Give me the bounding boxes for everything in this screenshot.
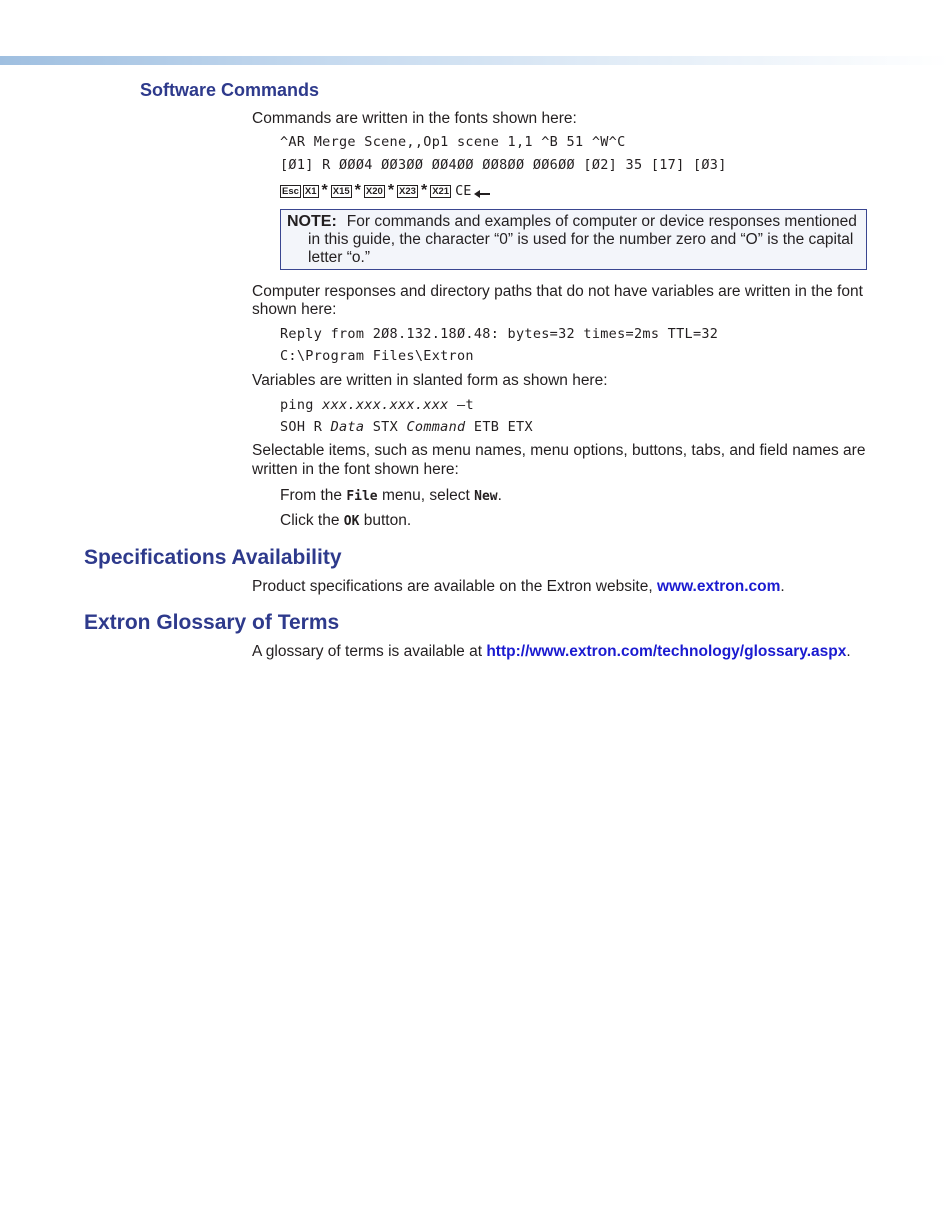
ok-button-example — [280, 512, 411, 531]
header-gradient-bar — [0, 56, 950, 65]
note-text-line-3: letter “o.” — [308, 249, 371, 266]
specifications-sentence: Product specifications are available on the Extron website, — [252, 578, 653, 595]
software-commands-heading: Software Commands — [140, 80, 320, 100]
ping-command: ping — [280, 397, 314, 413]
command-example-2: [Ø1] R ØØØ4 ØØ3ØØ ØØ4ØØ ØØ8ØØ ØØ6ØØ [Ø2] 35 [17] [Ø3] — [280, 157, 727, 173]
click-the-text: Click the — [280, 512, 340, 529]
button-word: button. — [363, 512, 412, 529]
x1-key: X1 — [304, 185, 317, 197]
note-label: NOTE: — [287, 213, 337, 230]
path-example: C:\Program Files\Extron — [280, 348, 474, 364]
x20-key: X20 — [365, 185, 383, 197]
stx-text: STX — [372, 419, 399, 435]
star-symbol: * — [387, 182, 395, 199]
from-the-text: From the — [280, 487, 343, 504]
note-box — [280, 209, 867, 270]
commands-intro: Commands are written in the fonts shown here: — [252, 110, 577, 127]
period: . — [497, 487, 502, 504]
glossary-heading: Extron Glossary of Terms — [84, 611, 340, 634]
note-text-line-2: in this guide, the character “0” is used for the number zero and “O” is the capital — [308, 231, 854, 248]
menu-select-text: menu, select — [381, 487, 470, 504]
selectable-intro-line-2: written in the font shown here: — [252, 461, 459, 478]
period: . — [780, 578, 785, 595]
command-example-1: ^AR Merge Scene,,Op1 scene 1,1 ^B 51 ^W^C — [280, 134, 626, 150]
glossary-text — [252, 643, 851, 661]
command-variable: Command — [406, 419, 466, 435]
ping-flag: —t — [457, 397, 474, 413]
star-symbol: * — [354, 182, 361, 199]
soh-example — [280, 419, 533, 435]
ce-text: CE — [455, 183, 472, 199]
ping-example — [280, 397, 474, 413]
data-variable: Data — [330, 419, 365, 435]
new-item: New — [474, 489, 498, 504]
esc-key: Esc — [282, 185, 299, 197]
star-symbol: * — [321, 182, 328, 199]
x23-key: X23 — [399, 185, 416, 197]
left-arrow-icon — [474, 186, 490, 196]
reply-example: Reply from 2Ø8.132.18Ø.48: bytes=32 times=2ms TTL=32 — [280, 326, 719, 342]
ping-variable: xxx.xxx.xxx.xxx — [322, 397, 449, 413]
glossary-sentence: A glossary of terms is available at — [252, 643, 483, 660]
period: . — [846, 643, 851, 660]
extron-website-link[interactable]: www.extron.com — [656, 578, 781, 595]
note-text-line-1: For commands and examples of computer or device responses mentioned — [346, 213, 857, 230]
key-sequence — [280, 183, 490, 199]
star-symbol: * — [420, 182, 428, 199]
soh-text: SOH R — [280, 419, 323, 435]
selectable-intro-line-1: Selectable items, such as menu names, menu options, buttons, tabs, and field names are — [252, 442, 866, 459]
specifications-text — [252, 578, 785, 596]
file-menu-example — [280, 487, 502, 506]
x15-key: X15 — [332, 185, 350, 197]
glossary-link[interactable]: http://www.extron.com/technology/glossary.aspx — [486, 643, 847, 660]
x21-key: X21 — [432, 185, 450, 197]
responses-intro-line-2: shown here: — [252, 301, 337, 318]
file-item: File — [346, 489, 378, 504]
responses-intro-line-1: Computer responses and directory paths that do not have variables are written in the font — [252, 283, 863, 300]
etb-etx-text: ETB ETX — [473, 419, 533, 435]
specifications-heading: Specifications Availability — [84, 546, 342, 569]
ok-item: OK — [343, 514, 360, 529]
variables-intro: Variables are written in slanted form as shown here: — [252, 372, 608, 389]
